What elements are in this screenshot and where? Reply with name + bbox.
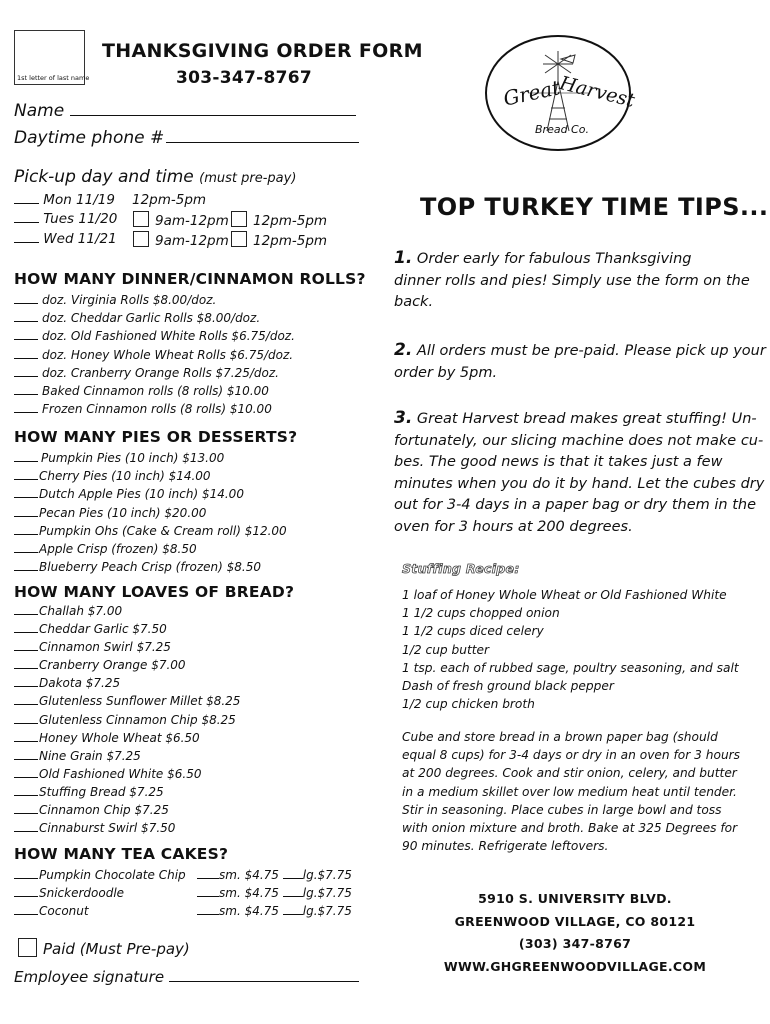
paid-label: Paid (Must Pre-pay) bbox=[43, 940, 190, 958]
qty-blank[interactable] bbox=[14, 552, 38, 553]
section-title-pies: HOW MANY PIES OR DESSERTS? bbox=[14, 428, 298, 446]
lg-price: lg.$7.75 bbox=[302, 904, 352, 919]
pickup-day: Tues 11/20 bbox=[43, 211, 118, 227]
list-item bbox=[14, 801, 240, 819]
item-label: Cheddar Garlic $7.50 bbox=[39, 622, 167, 637]
qty-blank[interactable] bbox=[14, 777, 38, 778]
list-item bbox=[14, 291, 295, 309]
pickup-day: Mon 11/19 bbox=[43, 192, 115, 208]
employee-signature-field[interactable] bbox=[14, 968, 359, 986]
qty-blank[interactable] bbox=[14, 759, 38, 760]
ingredient: 1 loaf of Honey Whole Wheat or Old Fashioned White bbox=[402, 588, 727, 602]
employee-signature-blank[interactable] bbox=[169, 981, 359, 982]
qty-blank[interactable] bbox=[14, 723, 38, 724]
pickup-slot: 9am-12pm bbox=[155, 213, 229, 229]
direction-line: in a medium skillet over low medium heat until tender. bbox=[402, 784, 737, 799]
form-title: THANKSGIVING ORDER FORM bbox=[102, 40, 423, 62]
daytime-phone-blank[interactable] bbox=[166, 142, 359, 143]
section-title-tea-cakes: HOW MANY TEA CAKES? bbox=[14, 845, 229, 863]
item-label: Glutenless Cinnamon Chip $8.25 bbox=[39, 712, 236, 727]
sm-price: sm. $4.75 bbox=[219, 904, 279, 919]
tip-number: 3. bbox=[394, 408, 413, 428]
pickup-row-wed bbox=[14, 231, 334, 247]
direction-line: 90 minutes. Refrigerate leftovers. bbox=[402, 839, 609, 854]
list-item bbox=[14, 327, 295, 345]
tip-1 bbox=[394, 248, 754, 314]
checkbox[interactable] bbox=[231, 211, 247, 227]
rolls-list bbox=[14, 291, 295, 418]
store-address bbox=[440, 888, 710, 978]
ingredient: 1 tsp. each of rubbed sage, poultry seasoning, and salt bbox=[402, 660, 739, 675]
item-label: Honey Whole Wheat $6.50 bbox=[39, 730, 200, 745]
sm-price: sm. $4.75 bbox=[219, 886, 279, 901]
list-item bbox=[14, 656, 240, 674]
qty-blank[interactable] bbox=[14, 831, 38, 832]
list-item bbox=[14, 747, 240, 765]
ingredient: 1 1/2 cups diced celery bbox=[402, 624, 544, 639]
paid-checkbox[interactable] bbox=[18, 938, 37, 957]
address-city: GREENWOOD VILLAGE, CO 80121 bbox=[454, 913, 696, 929]
recipe-directions bbox=[402, 728, 740, 855]
qty-blank[interactable] bbox=[14, 358, 38, 359]
tip-number: 1. bbox=[394, 248, 413, 268]
qty-blank[interactable] bbox=[14, 516, 38, 517]
qty-blank[interactable] bbox=[14, 813, 38, 814]
pickup-mon-blank[interactable] bbox=[14, 203, 39, 204]
address-phone: (303) 347-8767 bbox=[518, 936, 632, 951]
tip-line: All orders must be pre-paid. Please pick up your bbox=[416, 343, 766, 359]
item-label: doz. Honey Whole Wheat Rolls $6.75/doz. bbox=[42, 347, 294, 362]
logo-sub: Bread Co. bbox=[535, 123, 589, 136]
tip-line: fortunately, our slicing machine does not make cu- bbox=[394, 432, 764, 449]
item-label: doz. Old Fashioned White Rolls $6.75/doz. bbox=[42, 329, 295, 344]
direction-line: equal 8 cups) for 3-4 days or dry in an oven for 3 hours bbox=[402, 748, 741, 763]
list-item bbox=[14, 382, 295, 400]
sm-qty-blank[interactable] bbox=[197, 914, 219, 915]
logo-brand-harvest: Harvest bbox=[557, 72, 637, 112]
lg-qty-blank[interactable] bbox=[283, 878, 303, 879]
item-label: Cinnamon Swirl $7.25 bbox=[39, 640, 171, 655]
list-item bbox=[14, 765, 240, 783]
item-label: Blueberry Peach Crisp (frozen) $8.50 bbox=[39, 560, 261, 575]
qty-blank[interactable] bbox=[14, 686, 38, 687]
item-label: doz. Cheddar Garlic Rolls $8.00/doz. bbox=[42, 311, 261, 326]
qty-blank[interactable] bbox=[14, 339, 38, 340]
list-item bbox=[14, 884, 364, 902]
list-item bbox=[14, 729, 240, 747]
tip-line: back. bbox=[394, 294, 434, 310]
item-label: Nine Grain $7.25 bbox=[39, 748, 141, 763]
logo-brand-great: Great bbox=[501, 75, 563, 111]
list-item bbox=[14, 558, 287, 576]
list-item bbox=[14, 449, 287, 467]
item-label: Pumpkin Chocolate Chip bbox=[39, 868, 186, 882]
qty-blank[interactable] bbox=[14, 321, 38, 322]
list-item bbox=[14, 504, 287, 522]
item-label: Apple Crisp (frozen) $8.50 bbox=[39, 542, 197, 557]
item-label: Stuffing Bread $7.25 bbox=[39, 784, 164, 799]
qty-blank[interactable] bbox=[14, 461, 38, 462]
lg-price: lg.$7.75 bbox=[302, 886, 352, 901]
item-label: Challah $7.00 bbox=[39, 604, 123, 618]
pickup-slot: 12pm-5pm bbox=[132, 192, 207, 208]
pickup-slot-option[interactable] bbox=[133, 231, 229, 249]
pickup-slot: 12pm-5pm bbox=[253, 213, 328, 229]
item-label: Snickerdoodle bbox=[39, 886, 125, 901]
direction-line: Stir in seasoning. Place cubes in large bowl and toss bbox=[402, 802, 722, 817]
section-title-bread: HOW MANY LOAVES OF BREAD? bbox=[14, 583, 295, 601]
pickup-heading-text: Pick-up day and time bbox=[14, 167, 194, 187]
tip-line: out for 3-4 days in a paper bag or dry them in the bbox=[394, 497, 756, 513]
item-label: Pumpkin Ohs (Cake & Cream roll) $12.00 bbox=[39, 523, 287, 538]
list-item bbox=[14, 467, 287, 485]
sm-price: sm. $4.75 bbox=[219, 868, 279, 882]
item-label: doz. Virginia Rolls $8.00/doz. bbox=[42, 293, 217, 307]
item-label: Pecan Pies (10 inch) $20.00 bbox=[39, 505, 207, 520]
qty-blank[interactable] bbox=[14, 704, 38, 705]
qty-blank[interactable] bbox=[14, 614, 38, 615]
ingredient: Dash of fresh ground black pepper bbox=[402, 679, 614, 694]
lg-qty-blank[interactable] bbox=[283, 914, 303, 915]
pies-list bbox=[14, 449, 287, 576]
last-initial-box[interactable] bbox=[14, 30, 90, 85]
checkbox[interactable] bbox=[231, 231, 247, 247]
qty-blank[interactable] bbox=[14, 376, 38, 377]
list-item bbox=[14, 674, 240, 692]
sm-qty-blank[interactable] bbox=[197, 878, 219, 879]
qty-blank[interactable] bbox=[14, 795, 38, 796]
list-item bbox=[14, 602, 240, 620]
tips-title: TOP TURKEY TIME TIPS... bbox=[420, 193, 769, 221]
item-label: Pumpkin Pies (10 inch) $13.00 bbox=[41, 451, 225, 465]
pickup-slot: 12pm-5pm bbox=[253, 233, 328, 249]
direction-line: Cube and store bread in a brown paper bag (should bbox=[402, 730, 718, 744]
pickup-day: Wed 11/21 bbox=[43, 231, 117, 247]
checkbox[interactable] bbox=[133, 231, 149, 247]
address-website[interactable]: WWW.GHGREENWOODVILLAGE.COM bbox=[443, 958, 707, 974]
pickup-slot-option[interactable] bbox=[133, 211, 229, 229]
ingredient: 1 1/2 cups chopped onion bbox=[402, 606, 560, 621]
list-item bbox=[14, 400, 295, 418]
name-blank[interactable] bbox=[70, 115, 356, 116]
great-harvest-logo bbox=[483, 33, 637, 153]
pickup-wed-blank[interactable] bbox=[14, 242, 39, 243]
item-label: Cranberry Orange $7.00 bbox=[39, 658, 186, 673]
tip-3 bbox=[394, 408, 765, 538]
list-item bbox=[14, 866, 364, 884]
lg-qty-blank[interactable] bbox=[283, 896, 303, 897]
recipe-ingredients bbox=[402, 586, 739, 713]
item-label: Glutenless Sunflower Millet $8.25 bbox=[39, 694, 241, 709]
qty-blank[interactable] bbox=[14, 479, 38, 480]
qty-blank[interactable] bbox=[14, 412, 38, 413]
list-item bbox=[14, 783, 240, 801]
pickup-tue-blank[interactable] bbox=[14, 222, 39, 223]
pickup-slot-option[interactable] bbox=[231, 211, 327, 229]
last-initial-box-label: 1st letter of last name bbox=[17, 74, 90, 82]
list-item bbox=[14, 346, 295, 364]
list-item bbox=[14, 620, 240, 638]
name-label: Name bbox=[14, 101, 65, 121]
direction-line: at 200 degrees. Cook and stir onion, celery, and butter bbox=[402, 766, 737, 781]
item-label: Old Fashioned White $6.50 bbox=[39, 766, 202, 781]
daytime-phone-field[interactable] bbox=[14, 128, 359, 148]
qty-blank[interactable] bbox=[14, 878, 38, 879]
tip-line: Order early for fabulous Thanksgiving bbox=[416, 251, 692, 267]
recipe-title: Stuffing Recipe: bbox=[402, 561, 520, 576]
tip-line: order by 5pm. bbox=[394, 364, 498, 381]
lg-price: lg.$7.75 bbox=[302, 868, 352, 882]
header-phone: 303-347-8767 bbox=[176, 68, 312, 88]
item-label: Dutch Apple Pies (10 inch) $14.00 bbox=[39, 487, 244, 502]
list-item bbox=[14, 522, 287, 540]
list-item bbox=[14, 485, 287, 503]
tip-line: minutes when you do it by hand. Let the cubes dry bbox=[394, 475, 765, 492]
item-label: Coconut bbox=[39, 904, 89, 919]
item-label: doz. Cranberry Orange Rolls $7.25/doz. bbox=[42, 365, 279, 380]
qty-blank[interactable] bbox=[14, 534, 38, 535]
item-label: Cinnamon Chip $7.25 bbox=[39, 803, 169, 818]
checkbox[interactable] bbox=[133, 211, 149, 227]
employee-signature-label: Employee signature bbox=[14, 968, 165, 986]
list-item bbox=[14, 902, 364, 920]
item-label: Cherry Pies (10 inch) $14.00 bbox=[39, 469, 211, 484]
tip-line: bes. The good news is that it takes just a few bbox=[394, 454, 723, 470]
item-label: Cinnaburst Swirl $7.50 bbox=[39, 821, 176, 836]
item-label: Frozen Cinnamon rolls (8 rolls) $10.00 bbox=[42, 402, 272, 417]
tip-line: Great Harvest bread makes great stuffing! Un- bbox=[416, 411, 757, 427]
tea-cakes-list bbox=[14, 866, 364, 921]
daytime-phone-label: Daytime phone # bbox=[14, 128, 165, 148]
section-title-rolls: HOW MANY DINNER/CINNAMON ROLLS? bbox=[14, 270, 366, 288]
list-item bbox=[14, 309, 295, 327]
ingredient: 1/2 cup butter bbox=[402, 642, 490, 657]
qty-blank[interactable] bbox=[14, 741, 38, 742]
list-item bbox=[14, 540, 287, 558]
tip-2 bbox=[394, 340, 766, 384]
tip-line: oven for 3 hours at 200 degrees. bbox=[394, 518, 633, 535]
address-street: 5910 S. UNIVERSITY BLVD. bbox=[478, 891, 672, 906]
qty-blank[interactable] bbox=[14, 632, 38, 633]
pickup-slot-option[interactable] bbox=[231, 231, 327, 249]
qty-blank[interactable] bbox=[14, 394, 38, 395]
direction-line: with onion mixture and broth. Bake at 325 Degrees for bbox=[402, 821, 738, 836]
qty-blank[interactable] bbox=[14, 570, 38, 571]
item-label: Dakota $7.25 bbox=[39, 676, 121, 691]
paid-field[interactable] bbox=[18, 938, 190, 958]
qty-blank[interactable] bbox=[14, 914, 38, 915]
list-item bbox=[14, 819, 240, 837]
pickup-heading bbox=[14, 167, 296, 187]
tip-line: dinner rolls and pies! Simply use the form on the bbox=[394, 272, 750, 289]
name-field[interactable] bbox=[14, 101, 356, 121]
list-item bbox=[14, 364, 295, 382]
bread-list bbox=[14, 602, 240, 837]
tip-number: 2. bbox=[394, 340, 413, 360]
ingredient: 1/2 cup chicken broth bbox=[402, 697, 535, 712]
qty-blank[interactable] bbox=[14, 497, 38, 498]
qty-blank[interactable] bbox=[14, 650, 38, 651]
pickup-heading-note: (must pre-pay) bbox=[199, 171, 297, 186]
item-label: Baked Cinnamon rolls (8 rolls) $10.00 bbox=[42, 384, 269, 399]
list-item bbox=[14, 692, 240, 710]
qty-blank[interactable] bbox=[14, 896, 38, 897]
pickup-row-tue bbox=[14, 211, 334, 227]
list-item bbox=[14, 638, 240, 656]
sm-qty-blank[interactable] bbox=[197, 896, 219, 897]
list-item bbox=[14, 711, 240, 729]
pickup-row-mon bbox=[14, 192, 207, 208]
pickup-slot: 9am-12pm bbox=[155, 233, 229, 249]
qty-blank[interactable] bbox=[14, 668, 38, 669]
qty-blank[interactable] bbox=[14, 303, 38, 304]
